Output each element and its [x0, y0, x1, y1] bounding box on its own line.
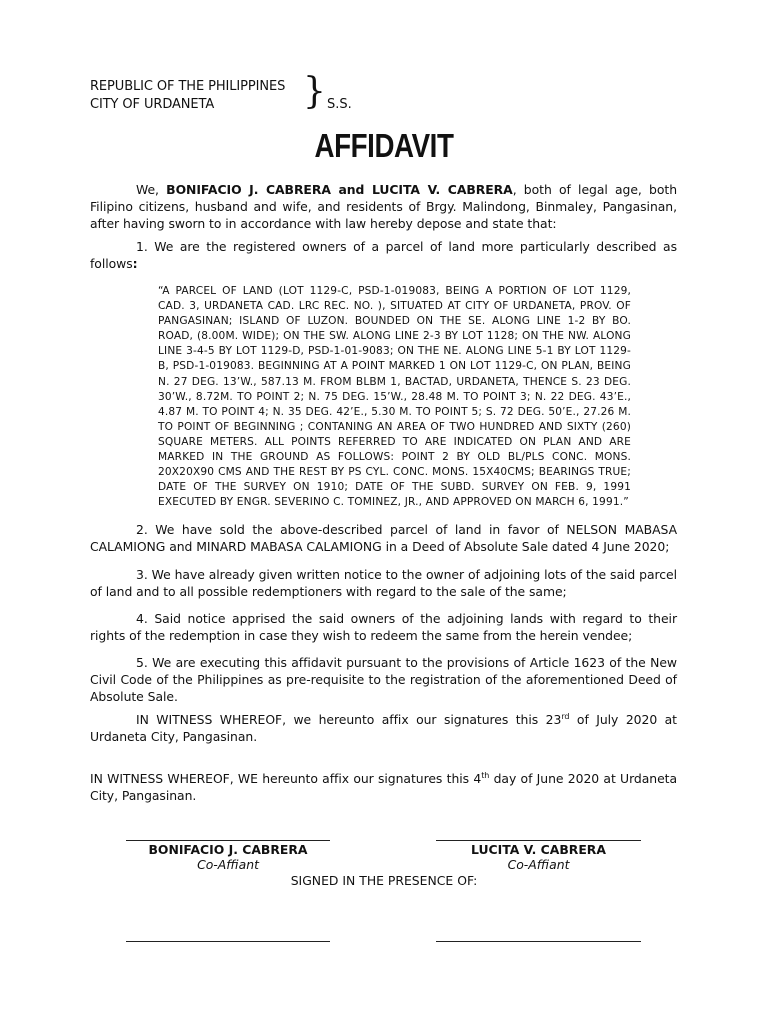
affiant-names: BONIFACIO J. CABRERA and LUCITA V. CABRERA — [166, 182, 513, 197]
paragraph-1-colon: : — [132, 256, 138, 271]
intro-paragraph — [90, 181, 677, 232]
witness-signature-line-1 — [126, 941, 330, 942]
signature-line-affiant-2 — [436, 840, 641, 841]
witness-clause-1-end: of July 2020 at Urdaneta City, Pangasinan. — [90, 712, 677, 744]
witness-clause-1 — [90, 711, 677, 745]
land-description: “A PARCEL OF LAND (LOT 1129-C, PSD-1-019083, BEING A PORTION OF LOT 1129, CAD. 3, URDANETA CAD. LRC REC. NO. ), SITUATED AT CITY OF URDANETA, PROV. OF PANGASINAN; ISLAND OF LUZON. BOUNDED ON THE SE. ALONG LINE 1-2 BY BO. ROAD, (8.00M. WIDE); ON THE SW. ALONG LINE 2-3 BY LOT 1128; ON THE NW. ALONG LINE 3-4-5 BY LOT 1129-D, PSD-1-01-9083; ON THE NE. ALONG LINE 5-1 BY LOT 1129-B, PSD-1-019083. BEGINNING AT A POINT MARKED 1 ON LOT 1129-C, ON PLAN, BEING N. 27 DEG. 13’W., 587.13 M. FROM BLBM 1, BACTAD, URDANETA, THENCE S. 23 DEG. 30’W., 8.72M. TO POINT 2; N. 75 DEG. 15’W., 28.48 M. TO POINT 3; N. 22 DEG. 43’E., 4.87 M. TO POINT 4; N. 35 DEG. 42’E., 5.30 M. TO POINT 5; S. 72 DEG. 50’E., 27.26 M. TO POINT OF BEGINNING ; CONTANING AN AREA OF TWO HUNDRED AND SIXTY (260) SQUARE METERS. ALL POINTS REFERRED TO ARE INDICATED ON PLAN AND ARE MARKED IN THE GROUND AS FOLLOWS: POINT 2 BY OLD BL/PLS CONC. MONS. 20X20X90 CMS AND THE REST BY PS CYL. CONC. MONS. 15X40CMS; BEARINGS TRUE; DATE OF THE SURVEY ON 1910; DATE OF THE SUBD. SURVEY ON FEB. 9, 1991 EXECUTED BY ENGR. SEVERINO C. TOMINEZ, JR., AND APPROVED ON MARCH 6, 1991.” — [158, 285, 631, 509]
venue-city: CITY OF URDANETA — [90, 97, 215, 112]
signatory-role-2: Co-Affiant — [507, 857, 570, 872]
paragraph-2: 2. We have sold the above-described parcel of land in favor of NELSON MABASA CALAMIONG and MINARD MABASA CALAMIONG in a Deed of Absolute Sale dated 4 June 2020; — [90, 522, 677, 554]
paragraph-4: 4. Said notice apprised the said owners of the adjoining lands with regard to their rights of the redemption in case they wish to redeem the same from the herein vendee; — [90, 611, 677, 643]
paragraph-5: 5. We are executing this affidavit pursuant to the provisions of Article 1623 of the New Civil Code of the Philippines as pre-requisite to the registration of the aforementioned Deed of Absolute Sale. — [90, 655, 677, 704]
witness-clause-1-start: IN WITNESS WHEREOF, we hereunto affix our signatures this 23 — [136, 712, 562, 727]
intro-suffix: , both of legal age, both Filipino citizens, husband and wife, and residents of Brgy. Malindong, Binmaley, Pangasinan, after having sworn to in accordance with law hereby depose and state that: — [90, 182, 677, 231]
witness-clause-2 — [90, 770, 677, 804]
signatory-name-2: LUCITA V. CABRERA — [471, 842, 606, 857]
signature-line-affiant-1 — [126, 840, 330, 841]
witness-clause-1-ordinal: rd — [561, 711, 570, 721]
signatory-name-1: BONIFACIO J. CABRERA — [148, 842, 308, 857]
witness-clause-2-ordinal: th — [481, 770, 490, 780]
paragraph-3: 3. We have already given written notice to the owner of adjoining lots of the said parcel of land and to all possible redemptioners with regard to the sale of the same; — [90, 567, 677, 599]
witness-signature-line-2 — [436, 941, 641, 942]
witness-clause-2-end: day of June 2020 at Urdaneta City, Pangasinan. — [90, 771, 677, 803]
witness-clause-2-start: IN WITNESS WHEREOF, WE hereunto affix our signatures this 4 — [90, 771, 482, 786]
venue-brace: } — [303, 71, 326, 112]
paragraph-1-text: 1. We are the registered owners of a parcel of land more particularly described as follows — [90, 239, 677, 271]
intro-prefix: We, — [136, 182, 167, 197]
paragraph-1 — [90, 238, 677, 272]
venue-ss: S.S. — [327, 97, 352, 112]
venue-block — [90, 78, 285, 114]
signatory-role-1: Co-Affiant — [197, 857, 259, 872]
signed-in-presence-label: SIGNED IN THE PRESENCE OF: — [290, 873, 478, 888]
venue-country: REPUBLIC OF THE PHILIPPINES — [90, 79, 286, 94]
document-title: AFFIDAVIT — [314, 127, 454, 164]
